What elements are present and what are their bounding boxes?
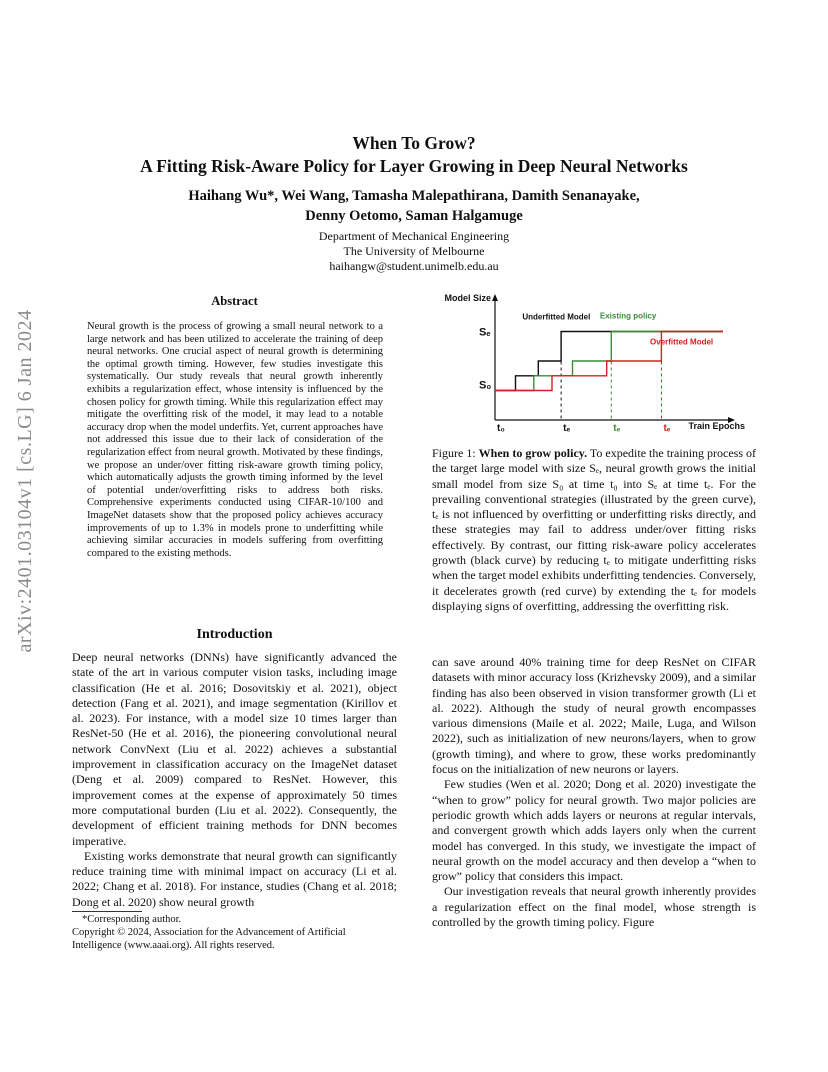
authors-line1: Haihang Wu*, Wei Wang, Tamasha Malepathirana, Damith Senanayake,	[188, 188, 640, 204]
arxiv-identifier: arXiv:2401.03104v1 [cs.LG] 6 Jan 2024	[14, 309, 36, 653]
paper-title-line2: A Fitting Risk-Aware Policy for Layer Growing in Deep Neural Networks	[140, 156, 688, 176]
series-label-0: Underfitted Model	[522, 312, 591, 322]
footnote-rule	[72, 911, 142, 912]
x-axis-label: Train Epochs	[688, 421, 745, 431]
series-label-1: Existing policy	[599, 311, 657, 321]
y-tick-label-se: Sₑ	[479, 326, 491, 339]
intro-right-paragraph-2: Few studies (Wen et al. 2020; Dong et al. 2020) investigate the “when to grow” policy for neural growth. Two major policies are periodic growth which adds layers or neurons at regular intervals, and convergent growth which adds layers only when the current model has converged. In this study, we investigate the impact of neural growth on the model accuracy and then develop a “when to grow” policy that considers this impact.	[432, 777, 756, 884]
introduction-heading: Introduction	[196, 627, 273, 642]
footnote-corresponding: *Corresponding author.	[82, 914, 182, 925]
figure1-caption	[432, 446, 756, 614]
series-label-2: Overfitted Model	[650, 337, 714, 347]
intro-paragraph-2: Existing works demonstrate that neural growth can significantly reduce training time with minimal impact on accuracy (Li et al. 2022; Chang et al. 2018). For instance, studies (Chang et al. 2018; Dong et al. 2020) show neural growth	[72, 848, 397, 909]
intro-right-paragraph-3: Our investigation reveals that neural growth inherently provides a regularization effect on the final model, whose strength is controlled by the growth timing policy. Figure	[432, 884, 756, 930]
affiliation-department: Department of Mechanical Engineering	[318, 229, 510, 243]
caption-bold-title: When to grow policy.	[478, 446, 588, 460]
paper-title-line1: When To Grow?	[352, 133, 476, 153]
introduction-left-column	[72, 650, 397, 910]
footnote-copyright: Copyright © 2024, Association for the Advancement of Artificial Intelligence (www.aaai.org). All rights reserved.	[72, 927, 346, 951]
abstract-heading: Abstract	[211, 294, 258, 308]
figure1-chart	[432, 292, 756, 440]
x-tick-label-3: tₑ	[663, 423, 671, 434]
authors-line2: Denny Oetomo, Saman Halgamuge	[305, 208, 523, 224]
author-email: haihangw@student.unimelb.edu.au	[329, 259, 499, 273]
abstract-body: Neural growth is the process of growing a small neural network to a large network and has been utilized to accelerate the training of deep neural networks. One crucial aspect of neural growth is determining the optimal growth timing. However, few studies investigate this systematically. Our study reveals that neural growth inherently exhibits a regularization effect, whose intensity is influenced by the chosen policy for growth timing. While this regularization effect may mitigate the overfitting risk of the model, it may lead to a notable accuracy drop when the model underfits. Yet, current approaches have not addressed this issue due to their lack of consideration of the regularization effect from neural growth. Motivated by these findings, we propose an under/over fitting risk-aware growth timing policy, which automatically adjusts the growth timing informed by the level of potential under/overfitting risks to address both risks. Comprehensive experiments conducted using CIFAR-10/100 and ImageNet datasets show that the proposed policy achieves accuracy improvements of up to 1.3% in models prone to underfitting while achieving similar accuracies in models suffering from overfitting compared to the existing methods.	[87, 321, 383, 559]
affiliation-university: The University of Melbourne	[343, 244, 485, 258]
x-tick-label-2: tₑ	[613, 423, 621, 434]
introduction-right-column	[432, 655, 756, 930]
x-tick-label-0: t₀	[497, 423, 505, 434]
caption-label: Figure 1:	[432, 446, 479, 460]
intro-paragraph-1: Deep neural networks (DNNs) have significantly advanced the state of the art in various computer vision tasks, including image classification (He et al. 2016; Dosovitskiy et al. 2021), object detection (Fang et al. 2021), and image segmentation (Kirillov et al. 2023). For instance, with a model size 10 times larger than ResNet-50 (He et al. 2016), the pioneering convolutional neural network ConvNext (Liu et al. 2022) achieves a substantial improvement in classification accuracy on the ImageNet dataset (Deng et al. 2009) compared to ResNet. However, this improvement comes at the expense of approximately 50 times more computational burden (Liu et al. 2022). Consequently, the development of efficient training methods for DNN becomes imperative.	[72, 650, 397, 848]
chart-labels	[444, 293, 745, 434]
caption-text: To expedite the training process of the target large model with size Sₑ, neural growth grows the initial small model from size S₀ at time t₀ into Sₑ at time tₑ. For the prevailing conventional strategies (illustrated by the green curve), tₑ is not influenced by overfitting or underfitting risks directly, and these strategies may fail to address under/over fitting risks effectively. By contrast, our fitting risk-aware policy accelerates growth (black curve) by reducing tₑ to mitigate underfitting risks when the target model exhibits underfitting tendencies. Conversely, it decelerates growth (red curve) by extending the tₑ for models displaying signs of overfitting, addressing the overfitting risk.	[432, 446, 757, 613]
intro-right-paragraph-1: can save around 40% training time for deep ResNet on CIFAR datasets with minor accuracy loss (Krizhevsky 2009), and a similar finding has also been observed in vision transformer growth (Li et al. 2022). Although the study of neural growth encompasses various dimensions (Maile et al. 2022; Maile, Luga, and Wilson 2022), such as initialization of new neurons/layers, when to grow (growth timing), and where to grow, these works predominantly focus on the initialization of new neurons or layers.	[432, 655, 756, 777]
y-tick-label-s0: S₀	[479, 379, 492, 392]
y-axis-arrow	[492, 294, 498, 301]
x-tick-label-1: tₑ	[563, 423, 571, 434]
y-axis-label: Model Size	[444, 293, 491, 303]
